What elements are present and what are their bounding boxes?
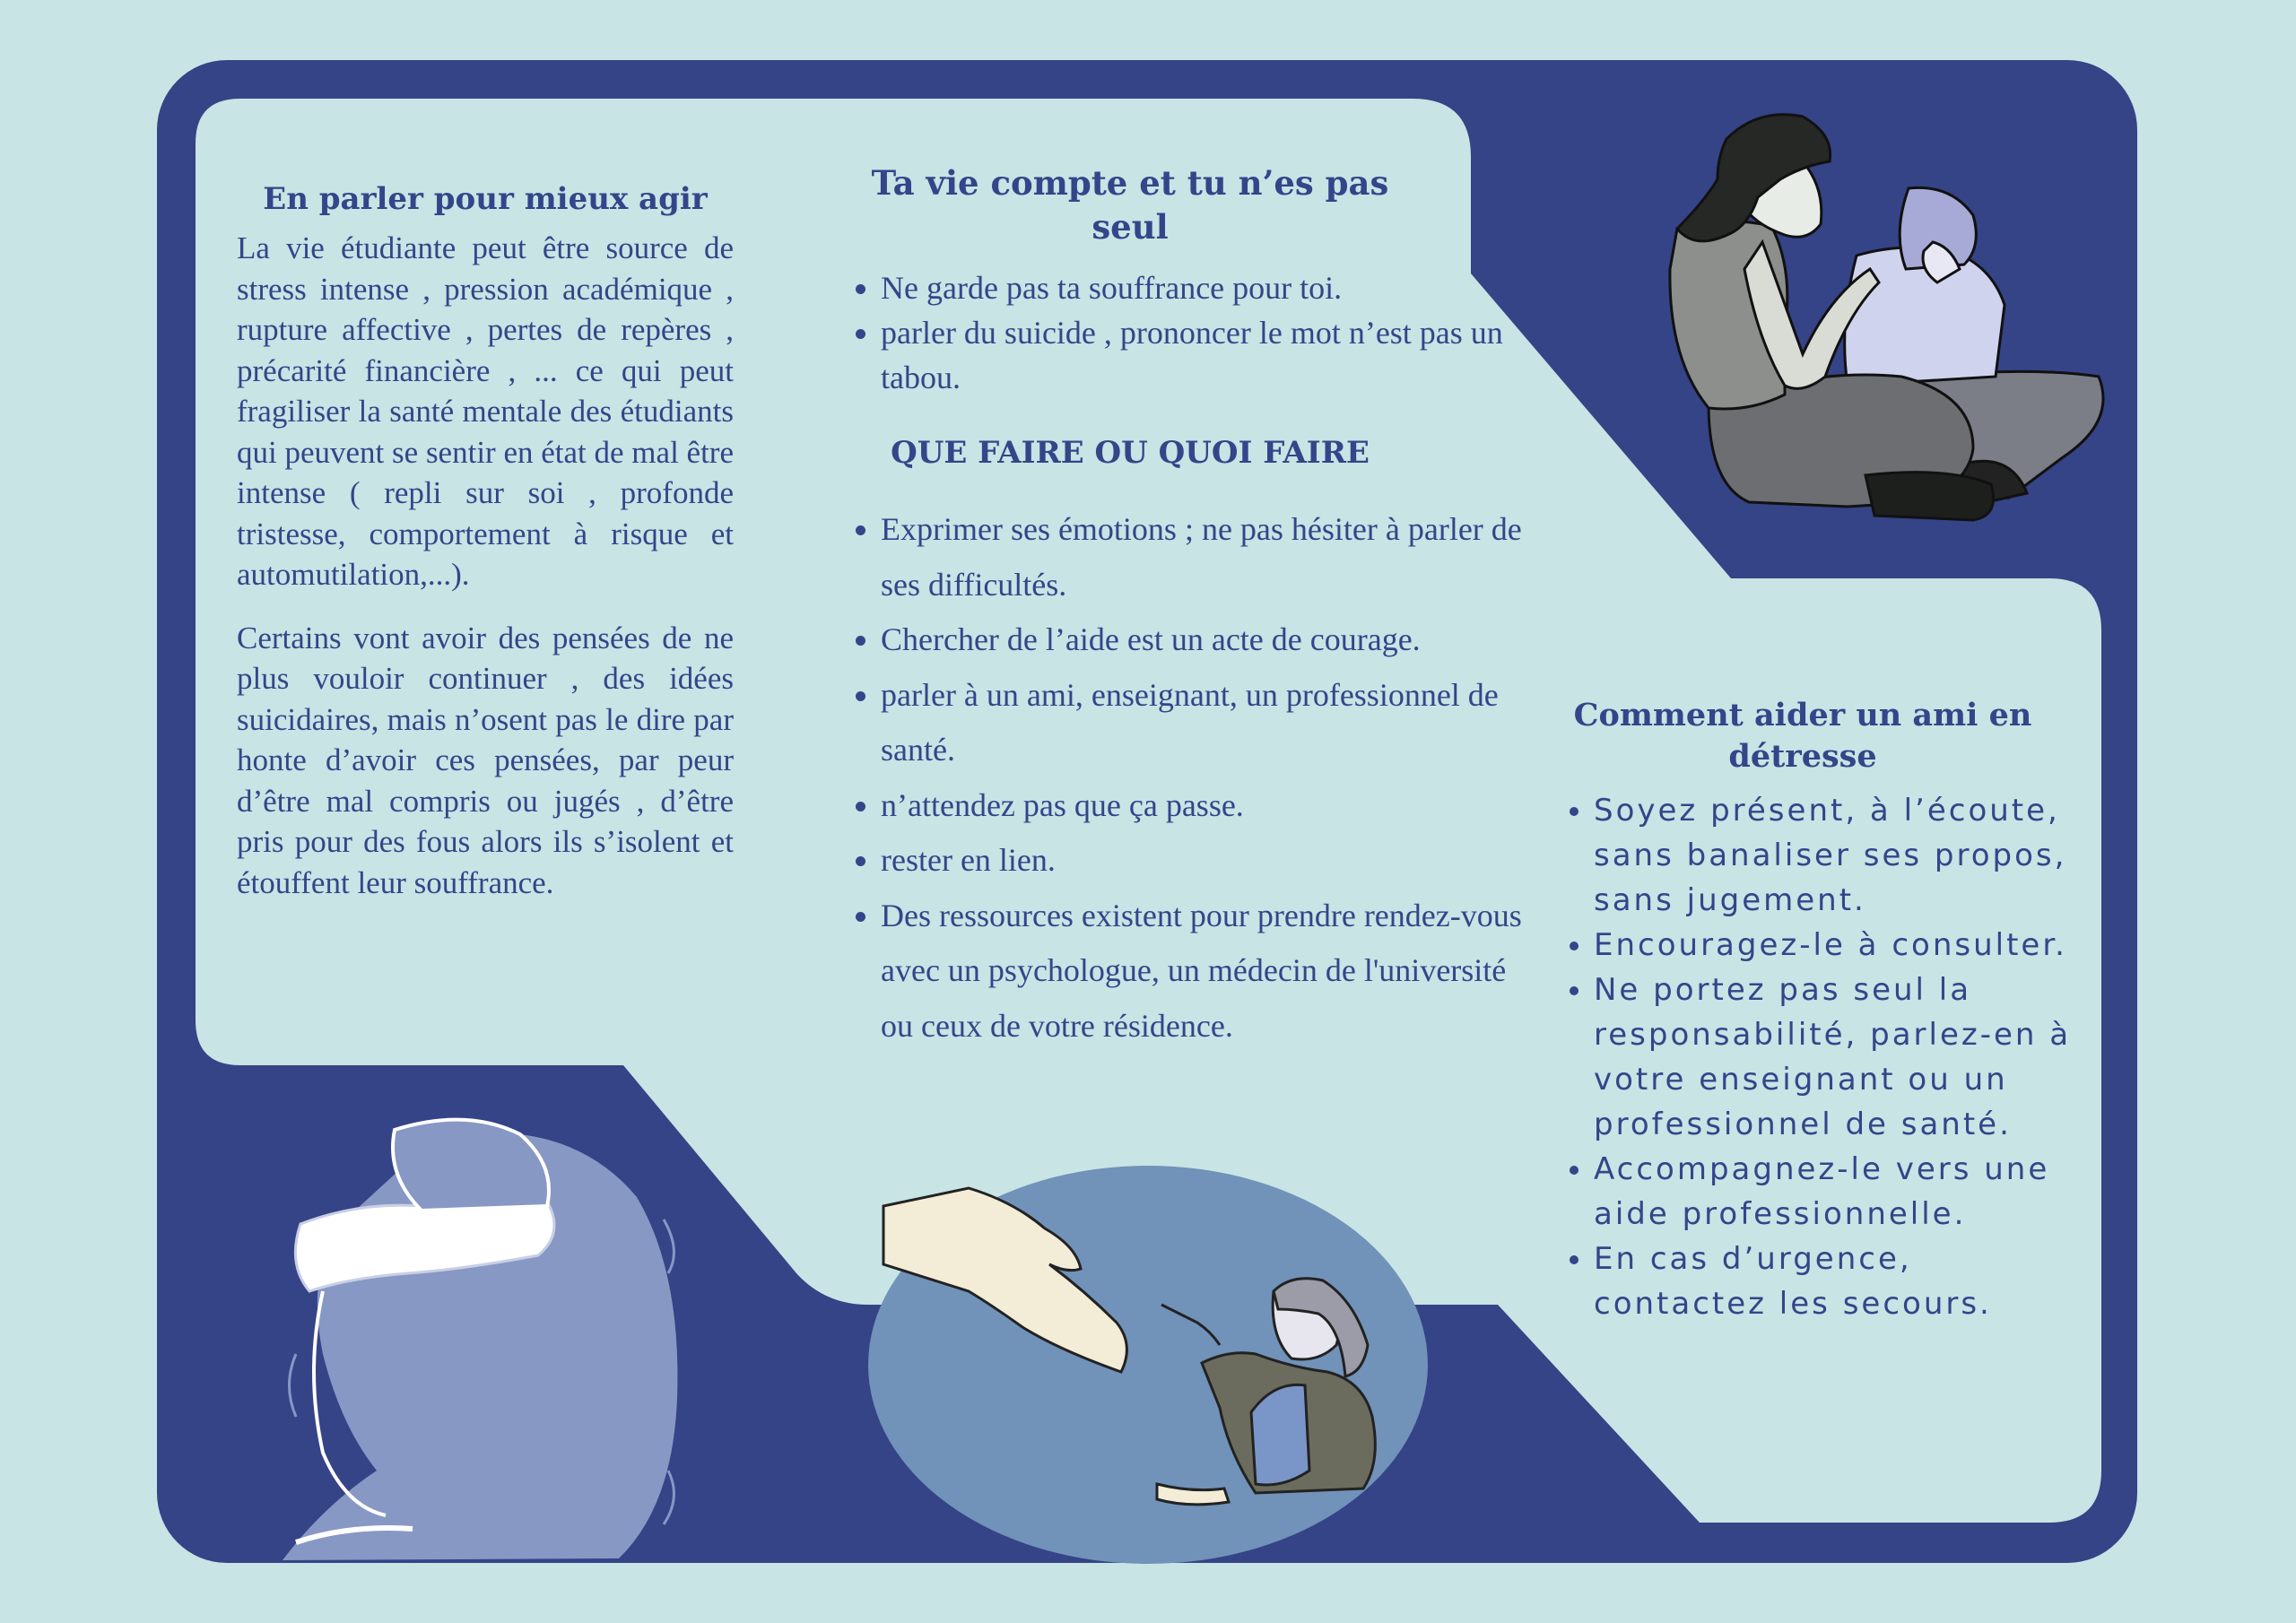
heading-que-faire: QUE FAIRE OU QUOI FAIRE (891, 435, 1370, 471)
heading-comment-aider: Comment aider un ami en détresse (1573, 697, 2032, 775)
bullet-list-que-faire (843, 502, 1543, 1054)
column-en-parler (237, 178, 734, 903)
heading-ta-vie-compte: Ta vie compte et tu n’es pas seul (871, 163, 1389, 247)
list-item: • Soyez présent, à l’écoute, sans banaliser ses propos, sans jugement. (1594, 788, 2094, 923)
list-item: • rester en lien. (881, 833, 1543, 889)
list-item: • En cas d’urgence, contactez les secours. (1594, 1237, 2094, 1326)
paragraph-vie-etudiante: La vie étudiante peut être source de stress intense , pression académique , rupture affective , pertes de repères , précarité financière , ... ce qui peut fragiliser la santé mentale des étudiants qui peuvent se sentir en état de mal être intense ( repli sur soi , profonde tristesse, comportement à risque et automutilation,...). (237, 230, 734, 592)
bullet-list-ta-vie (843, 265, 1543, 400)
column-ta-vie-compte (843, 161, 1543, 1054)
list-item: • Des ressources existent pour prendre rendez-vous avec un psychologue, un médecin de l'université ou ceux de votre résidence. (881, 889, 1543, 1055)
bullet-list-comment-aider (1556, 788, 2094, 1326)
list-item: • Encouragez-le à consulter. (1594, 923, 2094, 968)
list-item: • Ne portez pas seul la responsabilité, parlez-en à votre enseignant ou un professionnel de santé. (1594, 968, 2094, 1147)
list-item: • n’attendez pas que ça passe. (881, 778, 1543, 834)
list-item: • Ne garde pas ta souffrance pour toi. (881, 265, 1543, 310)
heading-en-parler: En parler pour mieux agir (263, 181, 708, 217)
list-item: • parler du suicide , prononcer le mot n’est pas un tabou. (881, 310, 1543, 400)
list-item: • Accompagnez-le vers une aide professionnelle. (1594, 1147, 2094, 1237)
paragraph-pensees-suicidaires: Certains vont avoir des pensées de ne plus vouloir continuer , des idées suicidaires, mais n’osent pas le dire par honte d’avoir ces pensées, par peur d’être mal compris ou jugés , d’être pris pour des fous alors ils s’isolent et étouffent leur souffrance. (237, 620, 734, 900)
list-item: • Exprimer ses émotions ; ne pas hésiter à parler de ses difficultés. (881, 502, 1543, 612)
list-item: • parler à un ami, enseignant, un professionnel de santé. (881, 668, 1543, 778)
list-item: • Chercher de l’aide est un acte de courage. (881, 612, 1543, 668)
column-comment-aider (1556, 695, 2094, 1326)
